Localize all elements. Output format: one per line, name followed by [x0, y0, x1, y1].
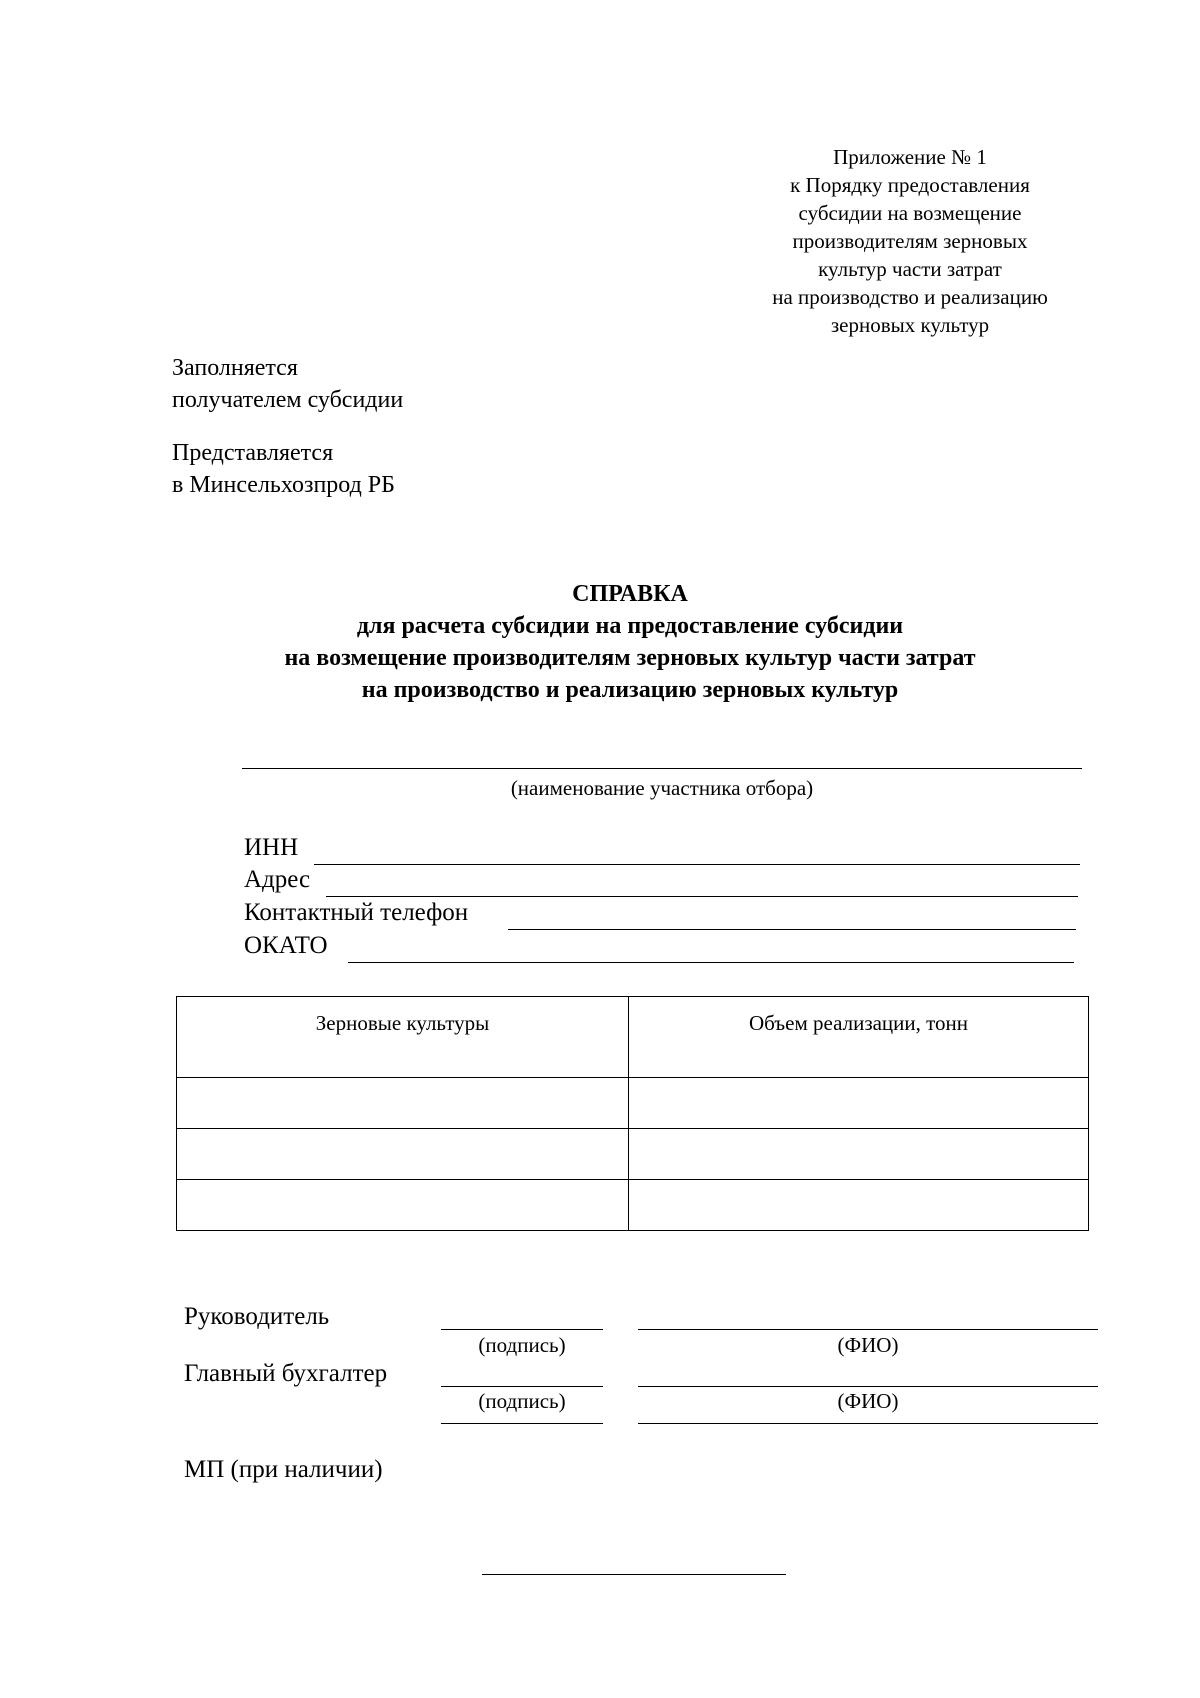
table-cell[interactable]: [629, 1180, 1089, 1231]
title-heading: СПРАВКА: [572, 581, 688, 607]
name-caption: (ФИО): [837, 1333, 899, 1357]
appendix-line: на производство и реализацию: [772, 285, 1048, 309]
inn-field[interactable]: [314, 864, 1080, 865]
table-cell[interactable]: [177, 1129, 629, 1180]
note-line: в Минсельхозпрод РБ: [172, 472, 395, 498]
note-line: получателем субсидии: [172, 387, 404, 413]
inn-label: ИНН: [244, 834, 299, 861]
address-field[interactable]: [326, 896, 1078, 897]
phone-label: Контактный телефон: [244, 899, 469, 926]
signature-caption: (подпись): [478, 1389, 566, 1413]
okato-label: ОКАТО: [244, 932, 328, 959]
accountant-name-field[interactable]: [638, 1386, 1098, 1387]
appendix-line: производителям зерновых: [792, 229, 1028, 253]
filled-by-note: [172, 352, 403, 416]
name-underline: [638, 1423, 1098, 1424]
appendix-line: Приложение № 1: [833, 145, 987, 169]
table-cell[interactable]: [177, 1078, 629, 1129]
appendix-line: к Порядку предоставления: [790, 173, 1030, 197]
signature-underline: [441, 1423, 603, 1424]
appendix-line: зерновых культур: [830, 313, 990, 337]
note-line: Заполняется: [172, 355, 298, 381]
signature-caption: (подпись): [478, 1333, 566, 1357]
header-sales-volume: Объем реализации, тонн: [629, 997, 1089, 1078]
table-row: [177, 1078, 1089, 1129]
date-line[interactable]: [482, 1574, 786, 1575]
table-cell[interactable]: [629, 1129, 1089, 1180]
accountant-signature-field[interactable]: [441, 1386, 603, 1387]
appendix-line: субсидии на возмещение: [798, 201, 1022, 225]
submitted-to-note: [172, 437, 395, 501]
phone-field[interactable]: [508, 929, 1076, 930]
document-title: [170, 578, 1090, 706]
address-label: Адрес: [244, 866, 311, 893]
head-label: Руководитель: [184, 1303, 330, 1330]
okato-field[interactable]: [348, 962, 1074, 963]
table-row: [177, 1180, 1089, 1231]
title-line: для расчета субсидии на предоставление субсидии: [356, 613, 904, 639]
head-name-field[interactable]: [638, 1329, 1098, 1330]
table-cell[interactable]: [177, 1180, 629, 1231]
title-line: на возмещение производителям зерновых культур части затрат: [284, 645, 976, 671]
table-header-row: [177, 997, 1089, 1078]
participant-name-line[interactable]: [242, 768, 1082, 769]
title-line: на производство и реализацию зерновых культур: [361, 677, 899, 703]
accountant-label: Главный бухгалтер: [184, 1360, 388, 1387]
header-grain-crops: Зерновые культуры: [177, 997, 629, 1078]
appendix-line: культур части затрат: [818, 257, 1002, 281]
participant-caption: (наименование участника отбора): [510, 776, 814, 800]
name-caption: (ФИО): [837, 1389, 899, 1413]
appendix-block: [700, 143, 1120, 339]
head-signature-field[interactable]: [441, 1329, 603, 1330]
stamp-label: МП (при наличии): [184, 1456, 383, 1483]
table-row: [177, 1129, 1089, 1180]
note-line: Представляется: [172, 440, 334, 466]
grain-table: [176, 996, 1089, 1231]
table-cell[interactable]: [629, 1078, 1089, 1129]
